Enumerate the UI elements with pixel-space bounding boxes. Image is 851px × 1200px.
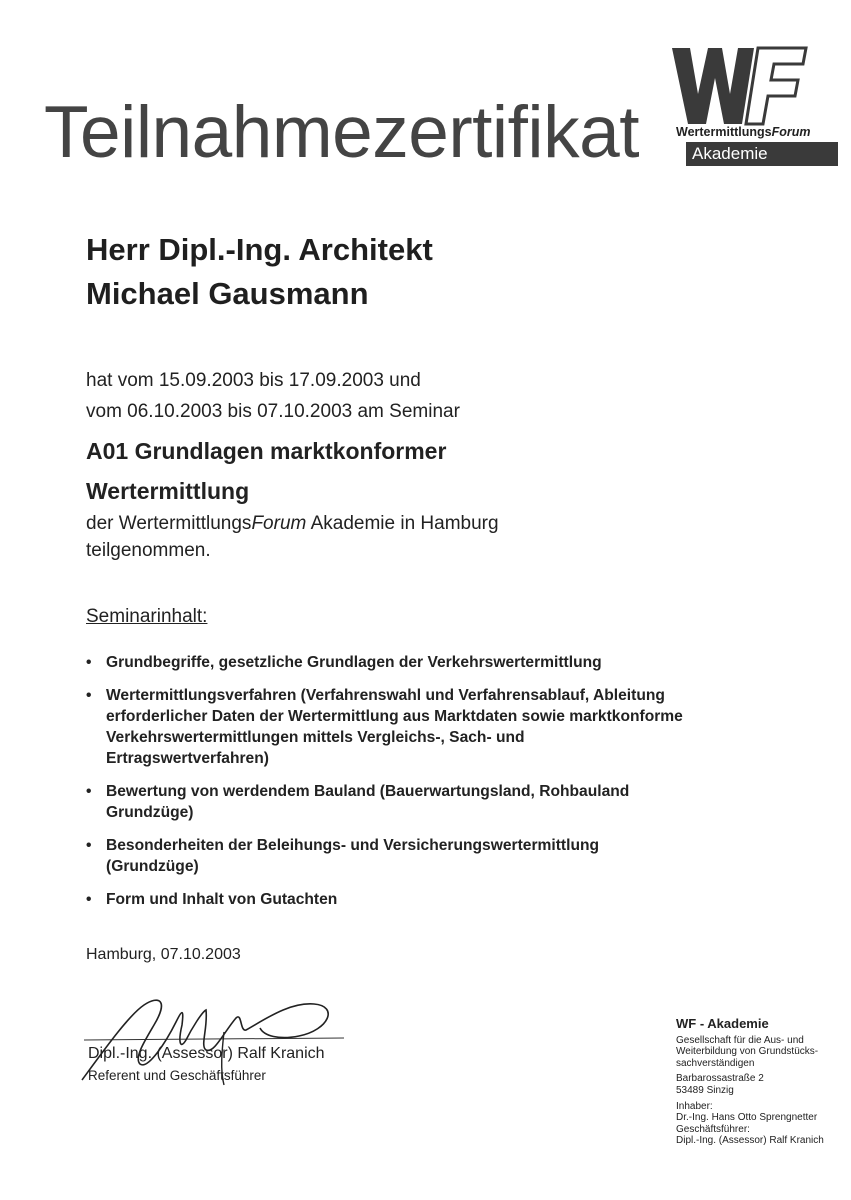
dates-line-1: hat vom 15.09.2003 bis 17.09.2003 und xyxy=(86,370,421,391)
footer-city: 53489 Sinzig xyxy=(676,1084,734,1096)
logo-subtitle: WertermittlungsForum xyxy=(676,125,811,139)
seminar-content-heading: Seminarinhalt: xyxy=(86,606,208,627)
participation-line: teilgenommen. xyxy=(86,540,211,561)
logo-akademie-bar: Akademie xyxy=(686,142,838,166)
list-item: • Wertermittlungsverfahren (Verfahrenswahl und Verfahrensablauf, Ableitung erforderlicher Daten der Wertermittlung aus Marktdaten sowie marktkonforme Verkehrswertermittlungen mittels Vergleichs-, Sach- und Ertragswertverfahren) xyxy=(86,685,686,769)
list-item: • Grundbegriffe, gesetzliche Grundlagen der Verkehrswertermittlung xyxy=(86,652,686,673)
topic-list xyxy=(86,652,686,922)
seminar-title-1: A01 Grundlagen marktkonformer xyxy=(86,438,447,464)
footer-street: Barbarossastraße 2 xyxy=(676,1073,764,1085)
recipient-name: Michael Gausmann xyxy=(86,276,369,311)
list-item: • Form und Inhalt von Gutachten xyxy=(86,889,686,910)
seminar-title-2: Wertermittlung xyxy=(86,478,250,504)
dates-line-2: vom 06.10.2003 bis 07.10.2003 am Seminar xyxy=(86,401,460,422)
footer-desc: sachverständigen xyxy=(676,1057,755,1069)
signer-name: Dipl.-Ing. (Assessor) Ralf Kranich xyxy=(88,1045,325,1062)
footer-owner: Dr.-Ing. Hans Otto Sprengnetter xyxy=(676,1112,818,1124)
footer-desc: Weiterbildung von Grundstücks- xyxy=(676,1046,819,1058)
signer-role: Referent und Geschäftsführer xyxy=(88,1068,266,1083)
list-item: • Bewertung von werdendem Bauland (Bauerwartungsland, Rohbauland Grundzüge) xyxy=(86,781,686,823)
footer-owner-label: Inhaber: xyxy=(676,1100,713,1112)
organisation-line: der WertermittlungsForum Akademie in Hamburg xyxy=(86,513,499,534)
recipient-line-1: Herr Dipl.-Ing. Architekt xyxy=(86,232,433,267)
footer-title: WF - Akademie xyxy=(676,1016,769,1031)
footer-manager: Dipl.-Ing. (Assessor) Ralf Kranich xyxy=(676,1135,824,1147)
certificate-title: Teilnahmezertifikat xyxy=(44,92,640,173)
place-date: Hamburg, 07.10.2003 xyxy=(86,946,241,963)
footer-desc: Gesellschaft für die Aus- und xyxy=(676,1034,804,1046)
footer-address xyxy=(676,1018,846,1151)
list-item: • Besonderheiten der Beleihungs- und Versicherungswertermittlung (Grundzüge) xyxy=(86,835,686,877)
footer-manager-label: Geschäftsführer: xyxy=(676,1123,750,1135)
